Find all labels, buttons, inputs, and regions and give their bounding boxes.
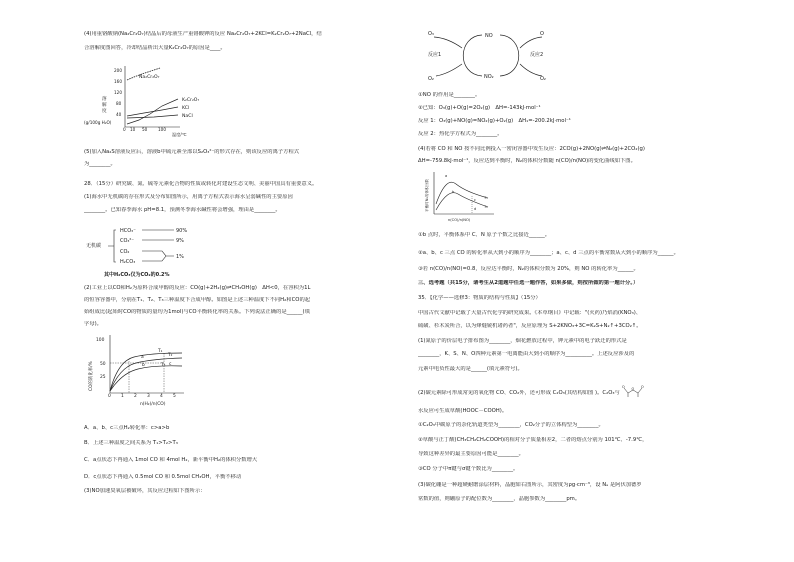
q4-right-line-2: ΔH=-759.8kJ·mol⁻¹，反应达到平衡时，N₂的体积分数随 n(CO)/n(NO)的变化曲线如下图。 — [418, 158, 636, 164]
q28-2-line-4: 字母)。 — [84, 321, 102, 327]
n2-point-b: b — [452, 190, 455, 194]
q28-2-line-3: 始组成比(起始时CO的物质的量均为1mol)与CO平衡转化率的关系。下列说法正确的是______(填 — [84, 309, 310, 315]
carbon-bracket — [108, 230, 116, 262]
solubility-chart — [84, 64, 216, 140]
cycle-right-in — [520, 37, 542, 48]
sol-ylabel-unit: (g/100g H₂O) — [84, 120, 112, 125]
q35-2-sub-1: ①C₂O₃中碳原子的杂化轨道类型为________，CO₂分子的立体构型为________。 — [418, 422, 604, 428]
co-xtick-3: 3 — [147, 394, 150, 399]
sol-legend-k2cr2o7: K₂Cr₂O₇ — [182, 98, 200, 103]
co-ytick-50: 50 — [100, 362, 106, 367]
carbon-value-1: 1% — [176, 254, 184, 260]
carbon-value-90: 90% — [176, 228, 188, 234]
n2-point-a: a — [445, 174, 448, 178]
co-series-t3: T₃ — [161, 363, 166, 368]
q35-2-sub-3: ③CO 分子中π键与σ键个数比为________。 — [418, 466, 519, 472]
cycle-right-out — [520, 64, 542, 76]
sol-legend-kcl: KCl — [182, 106, 190, 111]
q35-1-line-1: (1)氮原子的价层电子排布图为________，烟花燃放过程中，钾元素中的电子跃迁的形式是 — [418, 338, 627, 344]
n2-curve-t1 — [436, 182, 488, 204]
cycle-left-out — [436, 64, 462, 76]
sol-xtick-50: 50 — [142, 127, 148, 132]
carbon-root-label: 无机碳 — [86, 243, 102, 249]
sol-ylabel-1: 溶 — [102, 97, 107, 102]
sol-ytick-80: 80 — [116, 101, 122, 106]
q35-intro-1: 中国古代文献中记载了大量古代化学的研究成果。《本草纲目》中记载："(火药)乃焰消(KNO₃)、 — [418, 310, 642, 316]
q5-line-2: 为________。 — [84, 161, 116, 167]
svg-text:O: O — [631, 387, 635, 391]
svg-text:O: O — [641, 385, 644, 389]
sol-xtick-100: 100 — [158, 127, 166, 132]
q3-sub-2: ②已知：O₃(g)+O(g)=2O₂(g) ΔH=-143kJ·mol⁻¹ — [418, 105, 541, 111]
q28-2-option-a: A．a、b、c三点H₂转化率：c>a>b — [84, 425, 170, 431]
q35-2-line-2: 水反应可生成草酸(HOOC－COOH)。 — [418, 408, 508, 414]
sol-xtick-0: 0 — [123, 127, 126, 132]
q4-sub-3: ③若 n(CO)/n(NO)=0.8，反应达平衡时，N₂的体积分数为 20%，则 NO 的转化率为______。 — [418, 266, 639, 272]
c2o3-structure-icon — [622, 384, 644, 398]
q4-right-line-1: (4)若将 CO 和 NO 按不同比例投入一密闭容器中发生反应：2CO(g)+2NO(g)⇌N₂(g)+2CO₂(g) — [418, 146, 645, 152]
q28-3-line: (3)NO加速臭氧层被破坏，其反应过程如下图所示： — [84, 488, 206, 494]
co-conversion-chart — [84, 333, 204, 415]
co-xlabel: n(H₂)/n(CO) — [140, 402, 166, 407]
cycle-o2-right: O₂ — [540, 76, 546, 82]
sol-legend-nacl: NaCl — [182, 114, 193, 119]
co-xtick-2: 2 — [134, 394, 137, 399]
inorganic-carbon-diagram — [84, 222, 234, 280]
sol-ytick-40: 40 — [116, 112, 122, 117]
cycle-o3: O₃ — [428, 31, 434, 37]
cycle-no2: NO₂ — [484, 74, 494, 80]
co-series-t1: T₁ — [158, 349, 163, 354]
q28-line-2: (1)海水中无机碳的存在形式及分布如图所示，用离子方程式表示海水呈弱碱性的主要原因 — [84, 194, 293, 200]
sol-xlabel: 温度/℃ — [172, 132, 187, 137]
sol-xtick-10: 10 — [130, 127, 136, 132]
q28-line-3: ________。已知春季海水 pH=8.1，预测冬季海水碱性将会增强，理由是________。 — [84, 207, 281, 213]
cycle-no: NO — [485, 33, 493, 39]
n2-series-t1: T₁ — [484, 196, 488, 200]
co-point-b: b — [142, 363, 145, 368]
co-xtick-0: 0 — [108, 394, 111, 399]
q3-sub-1: ①NO 的作用是________。 — [418, 92, 481, 98]
q35-3-line-2: 常数的值，则硼原子的配位数为________，晶胞参数为________pm。 — [418, 496, 581, 502]
cycle-left-in — [434, 37, 462, 48]
carbon-item-co3: CO₃²⁻ — [120, 238, 135, 244]
q35-intro-2: 硫磺、杉木炭所合，以为烽燧铳机诸药者"，反应原理为 S+2KNO₃+3C=K₂S+N₂↑+3CO₂↑。 — [418, 323, 642, 329]
n2-xlabel: n(CO)/n(NO) — [448, 218, 471, 222]
cycle-o: O — [540, 31, 544, 37]
q35-1-line-2: ________，K、S、N、O四种元素第一电离能由大到小的顺序为__________。上述反应涉及的 — [418, 351, 635, 357]
q4-sub-1: ①b 点时，平衡体系中 C、N 原子个数之比接近______。 — [418, 232, 551, 238]
cycle-right-arc — [500, 35, 519, 76]
q28-2-option-d: D．c点状态下再通入 0.5mol CO 和 0.5mol CH₃OH，平衡不移动 — [84, 474, 242, 480]
carbon-value-9: 9% — [176, 238, 184, 244]
q28-2-option-c: C．a点状态下再通入 1mol CO 和 4mol H₂，新平衡中H₂的体积分数增大 — [84, 457, 258, 463]
cycle-reaction1: 反应1 — [428, 52, 442, 58]
q35-header: 35．【化学——选修3：物质的结构与性质】（15分） — [418, 295, 541, 301]
co-xtick-1: 1 — [121, 394, 124, 399]
sol-ytick-120: 120 — [114, 90, 122, 95]
q35-2-line-1: (2)碳元素除可形成常见的氧化物 CO、CO₂外，还可形成 C₂O₃(其结构如图 )。C₂O₃与 — [418, 390, 620, 396]
co-point-a: a — [141, 355, 144, 360]
n2-point-d: d — [474, 207, 477, 211]
n2-point-c: c — [474, 198, 476, 202]
sol-ytick-200: 200 — [114, 68, 122, 73]
sol-legend-na2cr2o7: Na₂Cr₂O₇ — [139, 75, 160, 80]
q35-1-line-3: 元素中电负性最大的是______(填元素符号)。 — [418, 366, 523, 372]
co-xtick-4: 4 — [160, 394, 163, 399]
carbon-item-co2: CO₂ — [120, 249, 130, 255]
carbon-note: 其中H₂CO₃仅为CO₂的0.2% — [104, 272, 170, 278]
co-ylabel: CO的转化率/% — [89, 361, 94, 391]
n2-series-t2: T₂ — [484, 205, 488, 209]
q35-3-line-1: (3)碳化硼是一种超硬耐磨涂层材料，晶胞如右图所示，其密度为ρg·cm⁻³，设 Nₐ 是阿伏加德罗 — [418, 482, 642, 488]
co-ytick-25: 25 — [100, 375, 106, 380]
q35-2-sub-2-cont: 导致这种差异的最主要原因可能是________。 — [418, 451, 524, 457]
carbon-brace-co2 — [142, 251, 174, 261]
q28-line-1: 28．（15分）研究碳、氮、硫等元素化合物的性质或转化对建设生态文明、美丽中国具有重要意义。 — [84, 181, 318, 187]
q4-line-1: (4)用重铬酸钠(Na₂Cr₂O₇)结晶后的母液生产重铬酸钾的反应 Na₂Cr₂O₇+2KCl=K₂Cr₂O₇+2NaCl，结 — [84, 31, 322, 37]
q28-2-option-b: B．上述三种温度之间关系为 T₁>T₂>T₃ — [84, 440, 178, 446]
n2-fraction-chart — [422, 170, 502, 224]
q35-2-sub-2: ②草酸与正丁酸(CH₃CH₂CH₂COOH)的相对分子质量相差2，二者的熔点分别为 101℃、-7.9℃， — [418, 437, 648, 443]
carbon-item-h2co3: H₂CO₃ — [120, 259, 136, 265]
cycle-o2-left: O₂ — [428, 76, 434, 82]
carbon-item-hco3: HCO₃⁻ — [120, 228, 136, 234]
co-ytick-100: 100 — [96, 338, 105, 343]
ozone-no-cycle-diagram — [426, 28, 576, 86]
cycle-reaction2: 反应2 — [530, 52, 544, 58]
co-point-c: c — [169, 362, 172, 367]
sol-ylabel-3: 度 — [102, 109, 107, 114]
sol-ylabel-2: 解 — [102, 103, 107, 108]
cycle-left-arc — [463, 35, 482, 76]
q5-line-1: (5)加入Na₂S溶液反应后，溶液b中硫元素全部以S₂O₃²⁻的形式存在，则该反应的离子方程式 — [84, 149, 300, 155]
n2-curve-t2 — [436, 193, 488, 210]
q28-2-line-2: 的恒容容器中，分别在T₁、T₂、T₃三种温度下合成甲醇。如图是上述三种温度下不同H₂和CO的起 — [84, 297, 311, 303]
q4-sub-2: ②a、b、c 三点 CO 的转化率从大到小的顺序为________；a、c、d 三点的平衡常数从大到小的顺序为______。 — [418, 250, 679, 256]
co-xtick-5: 5 — [173, 394, 176, 399]
q28-2-line-1: (2)工业上以CO和H₂为原料合成甲醇的反应：CO(g)+2H₂(g)⇌CH₃OH(g) ΔH<0，在容积为1L — [84, 285, 311, 291]
sol-ytick-160: 160 — [114, 79, 122, 84]
section-3-heading: 三、选考题（共15分，请考生从2道题中任选一题作答，如果多做，则按所做的第一题计分。） — [418, 280, 639, 286]
n2-ylabel: 平衡时N₂的体积分数 — [425, 179, 429, 212]
q4-line-2: 合溶解度图回答，冷却结晶析出大量K₂Cr₂O₇的原因是____。 — [84, 45, 226, 51]
q3-reaction2: 反应 2：热化学方程式为________。 — [418, 131, 503, 137]
svg-text:O: O — [622, 385, 625, 389]
q3-reaction1: 反应 1：O₃(g)+NO(g)=NO₂(g)+O₂(g) ΔH₁=-200.2kJ·mol⁻¹ — [418, 118, 571, 124]
sol-curve-kcl — [127, 107, 178, 116]
co-series-t2: T₂ — [168, 353, 173, 358]
co-curve-t3 — [110, 366, 182, 391]
sol-curve-nacl — [127, 115, 178, 118]
